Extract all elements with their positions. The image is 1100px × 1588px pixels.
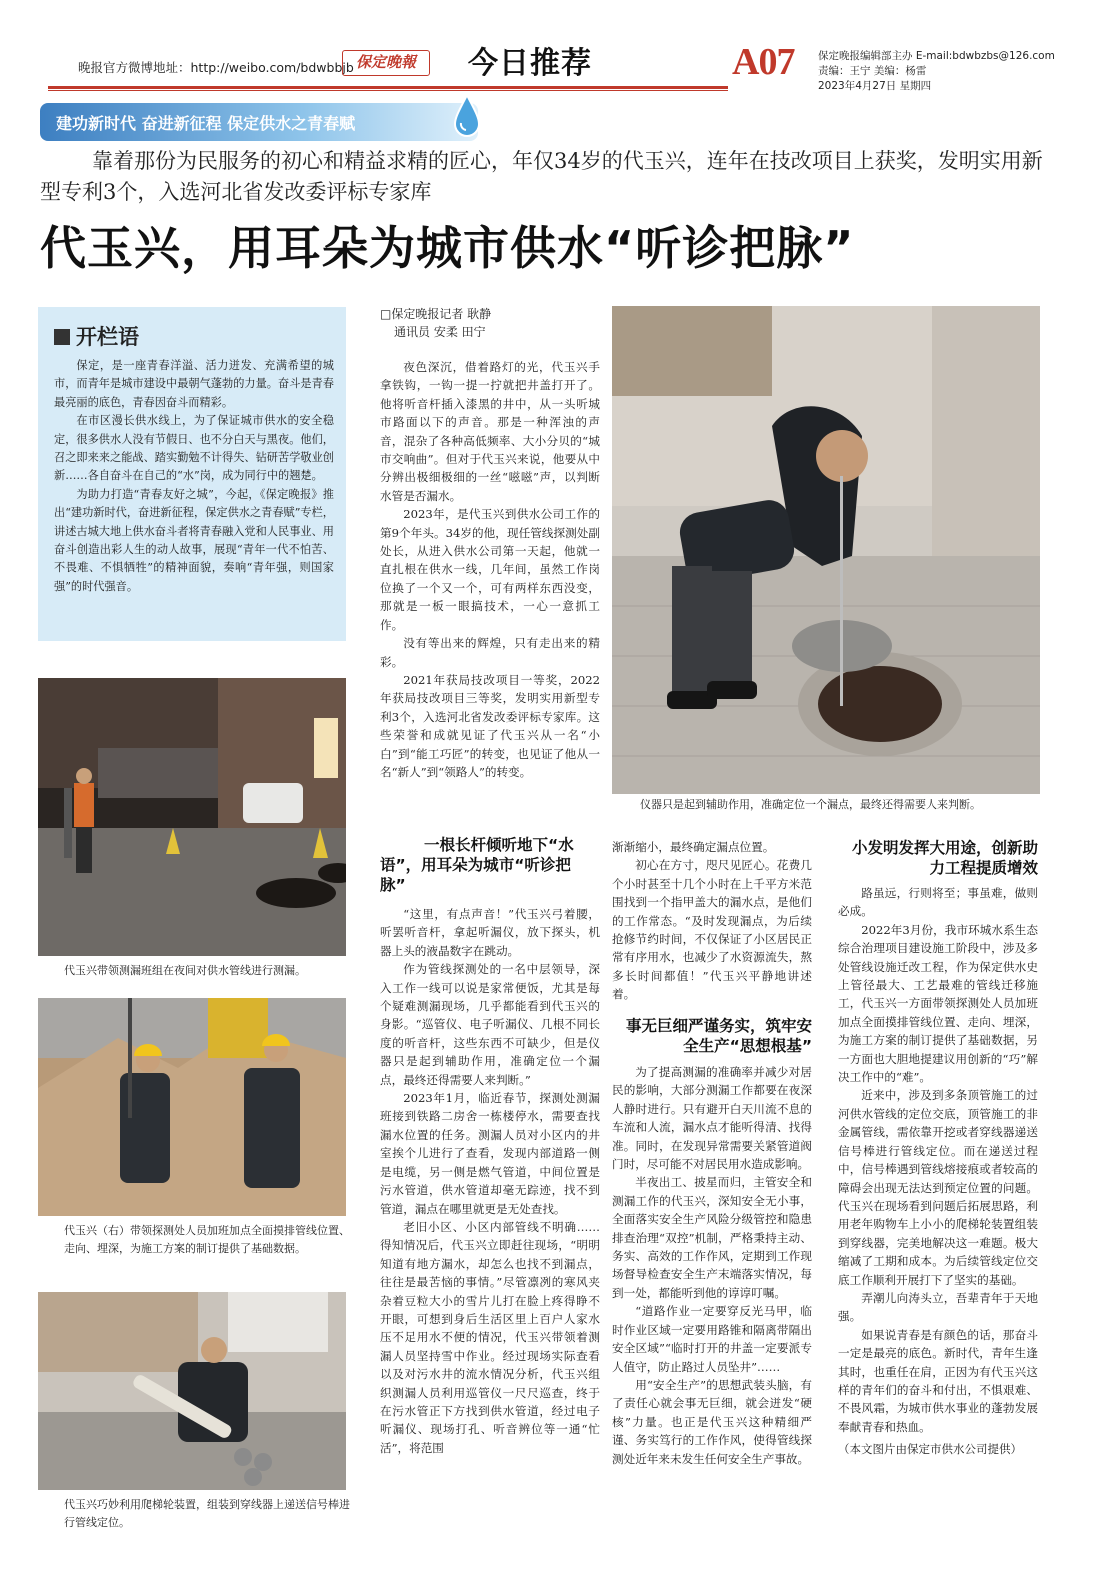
article-paragraph: 路虽远，行则将至；事虽难，做则必成。 (838, 886, 1038, 919)
intro-heading: 开栏语 (54, 321, 334, 351)
article-paragraph: 2022年3月份，我市环城水系生态综合治理项目建设施工阶段中，涉及多处管线设施迁改工程，作为保定供水史上管径最大、工艺最难的管线迁移施工，代玉兴一方面带领探测处人员加班加点全面摸排管线位置、走向、埋深，为施工方案的制订提供了基础数据，另一方面也大胆地提建议用创新的“巧”解决工作中的“难”。 (838, 922, 1038, 1085)
site-photo-caption: 代玉兴（右）带领探测处人员加班加点全面摸排管线位置、走向、埋深，为施工方案的制订提供了基础数据。 (64, 1224, 350, 1255)
column-intro-box (38, 307, 346, 641)
night-survey-photo (38, 678, 346, 956)
article-paragraph: 如果说青春是有颜色的话，那奋斗一定是最亮的底色。新时代，青年生逢其时，也重任在肩，正因为有代玉兴这样的青年们的奋斗和付出，不惧艰难、不畏风霜，为城市供水事业的蓬勃发展奉献青春和热血。 (838, 1327, 1038, 1434)
editorial-info: 保定晚报编辑部主办 E-mail:bdwbzbs@126.com (818, 50, 1055, 62)
main-photo (612, 306, 1040, 794)
section-title: 今日推荐 (468, 46, 592, 81)
header-rule-thin (48, 90, 728, 91)
construction-site-photo (38, 998, 346, 1216)
article-paragraph: 弄潮儿向涛头立，吾辈青年于天地强。 (838, 1290, 1038, 1324)
article-paragraph: 半夜出工、披星而归，主管安全和测漏工作的代玉兴，深知安全无小事，全面落实安全生产风险分级管控和隐患排查治理“双控”机制，严格秉持主动、务实、高效的工作作风，定期到工作现场督导检查安全生产末端落实情况，每到一处，都能听到他的谆谆叮嘱。 (612, 1175, 812, 1300)
ladder-wheel-photo (38, 1292, 346, 1490)
article-paragraph: 近来中，涉及到多条顶管施工的过河供水管线的定位交底，顶管施工的非金属管线，需依靠开挖或者穿线器递送信号棒进行管线定位。而在递送过程中，信号棒遇到管线熔接痕或者较高的障碍会出现无法达到预定位置的问题。代玉兴在现场看到问题后拓展思路，利用老年购物车上小小的爬梯轮装置组装到穿线器，完美地解决这一难题。极大缩减了工期和成本。为后续管线定位交底工作顺利开展打下了坚实的基础。 (838, 1088, 1038, 1287)
section-3-title: 小发明发挥大用途，创新助力工程提质增效 (851, 839, 1038, 877)
section-2-title: 事无巨细严谨务实，筑牢安全生产“思想根基” (625, 1017, 812, 1055)
article-paragraph: 为了提高测漏的准确率并减少对居民的影响，大部分测漏工作都要在夜深人静时进行。只有避开白天川流不息的车流和人流，漏水点才能听得清、找得准。同时，在发现异常需要关紧管道阀门时，尽可能不对居民用水造成影响。 (612, 1065, 812, 1172)
intro-body (54, 357, 334, 596)
article-paragraph-continued: 渐渐缩小，最终确定漏点位置。 (612, 840, 775, 854)
article-column-2 (380, 358, 600, 781)
section-1-body-a (380, 905, 600, 1457)
page-number: A07 (732, 41, 795, 83)
header-rule (48, 86, 728, 89)
editor-credits: 责编：王宁 美编：杨雷 (818, 65, 927, 77)
intro-paragraph: 在市区漫长供水线上，为了保证城市供水的安全稳定，很多供水人没有节假日、也不分白天与黑夜。他们，召之即来来之能战、踏实勤勉不计得失、钻研苦学敬业创新……各自奋斗在自己的“水”岗，成为同行中的翘楚。 (54, 414, 334, 483)
article-paragraph: 2021年获局技改项目一等奖，2022年获局技改项目三等奖，发明实用新型专利3个，入选河北省发改委评标专家库。这些荣誉和成就见证了代玉兴从一名“小白”到“能工巧匠”的转变，也见证了他从一名“新人”到“领路人”的转变。 (380, 672, 600, 779)
wheel-photo-caption: 代玉兴巧妙利用爬梯轮装置，组装到穿线器上递送信号棒进行管线定位。 (64, 1498, 350, 1529)
intro-paragraph: 为助力打造“青春友好之城”，今起，《保定晚报》推出“建功新时代，奋进新征程，保定供水之青春赋”专栏，讲述古城大地上供水奋斗者将青春融入党和人民事业、用奋斗创造出彩人生的动人故事，展现“青年一代不怕苦、不畏难、不惧牺牲”的精神面貌，奏响“青年强，则国家强”的时代强音。 (54, 487, 334, 593)
article-paragraph: “道路作业一定要穿反光马甲，临时作业区域一定要用路锥和隔离带隔出安全区域”“临时打开的井盖一定要派专人值守，防止路过人员坠井”…… (612, 1304, 812, 1374)
section-2-body (612, 1063, 812, 1468)
series-banner: 建功新时代 奋进新征程 保定供水之青春赋 (40, 103, 478, 141)
byline-correspondents: 通讯员 安柔 田宁 (394, 325, 486, 339)
main-headline: 代玉兴，用耳朵为城市供水“听诊把脉” (40, 221, 855, 275)
article-paragraph: 2023年1月，临近春节，探测处测漏班接到铁路二房舍一栋楼停水，需要查找漏水位置的任务。测漏人员对小区内的井室挨个儿进行了查看，发现内部道路一侧是电缆，另一侧是燃气管道，中间位置是污水管道，供水管道却毫无踪迹，找不到管道，漏点在哪里就更是无处查找。 (380, 1091, 600, 1216)
article-paragraph: “这里，有点声音！”代玉兴弓着腰，听罢听音杆，拿起听漏仪，放下探头，机器上头的液晶数字在跳动。 (380, 907, 600, 958)
weibo-address: 晚报官方微博地址：http://weibo.com/bdwbbjb (78, 60, 354, 75)
section-3-body (838, 884, 1038, 1458)
intro-paragraph: 保定，是一座青春洋溢、活力迸发、充满希望的城市，而青年是城市建设中最朝气蓬勃的力量。奋斗是青春最亮丽的底色，青春因奋斗而精彩。 (54, 359, 334, 409)
article-paragraph: 老旧小区、小区内部管线不明确……得知情况后，代玉兴立即赶往现场，“明明知道有地方漏水，却怎么也找不到漏点，往往是最苦恼的事情。”尽管凛冽的寒风夹杂着豆粒大小的雪片儿打在脸上疼得睁不开眼，可想到身后生活区里上百户人家水压不足用水不便的情况，代玉兴带领着测漏人员坚持雪中作业。经过现场实际查看以及对污水井的流水情况分析，代玉兴组织测漏人员利用巡管仪一尺尺巡查，终于在污水管正下方找到供水管道，经过电子听漏仪、现场打孔、听音辨位等一通“忙活”，将范围 (380, 1219, 600, 1455)
issue-date: 2023年4月27日 星期四 (818, 80, 932, 92)
byline-reporter: □保定晚报记者 耿静 (380, 307, 492, 321)
main-photo-caption: 仪器只是起到辅助作用，准确定位一个漏点，最终还得需要人来判断。 (640, 798, 981, 811)
byline (380, 305, 600, 341)
square-bullet-icon (54, 329, 70, 345)
photo-credit: （本文图片由保定市供水公司提供） (838, 1442, 1022, 1457)
night-photo-caption: 代玉兴带领测漏班组在夜间对供水管线进行测漏。 (64, 964, 306, 977)
article-paragraph: 2023年，是代玉兴到供水公司工作的第9个年头。34岁的他，现任管线探测处副处长，从进入供水公司第一天起，他就一直扎根在供水一线，几年间，虽然工作岗位换了一个又一个，可有两样东西没变，那就是一板一眼搞技术，一心一意抓工作。 (380, 507, 600, 632)
article-paragraph: 作为管线探测处的一名中层领导，深入工作一线可以说是家常便饭，尤其是每个疑难测漏现场，几乎都能看到代玉兴的身影。“巡管仪、电子听漏仪、几根不同长度的听音杆，这些东西不可缺少，但是仪器只是起到辅助作用，准确定位一个漏点，最终还得需要人来判断。” (380, 962, 600, 1087)
water-drop-icon (452, 93, 482, 137)
section-1-title: 一根长杆倾听地下“水语”，用耳朵为城市“听诊把脉” (380, 836, 574, 894)
article-paragraph: 用“安全生产”的思想武装头脑，有了责任心就会事无巨细，就会迸发“硬核”力量。也正是代玉兴这种精细严谨、务实笃行的工作作风，使得管线探测处近年来未发生任何安全生产事故。 (612, 1377, 812, 1466)
newspaper-logo: 保定晚報 (342, 50, 430, 76)
article-paragraph: 初心在方寸，咫尺见匠心。花费几个小时甚至十几个小时在上千平方米范围找到一个指甲盖大的漏水点，是他们的工作常态。“及时发现漏点，为后续抢修节约时间，不仅保证了小区居民正常有序用水，也减少了水资源流失，熬多长时间都值！”代玉兴平静地讲述着。 (612, 858, 812, 1002)
article-paragraph: 夜色深沉，借着路灯的光，代玉兴手拿铁钩，一钩一提一拧就把井盖打开了。他将听音杆插入漆黑的井中，从一头听城市路面以下的声音。那是一种浑浊的声音，混杂了各种高低频率、大小分贝的“城市交响曲”。但对于代玉兴来说，他要从中分辨出极细极细的一丝“嗞嗞”声，以判断水管是否漏水。 (380, 360, 600, 503)
article-paragraph: 没有等出来的辉煌，只有走出来的精彩。 (380, 636, 600, 669)
deck-subheadline: 靠着那份为民服务的初心和精益求精的匠心，年仅34岁的代玉兴，连年在技改项目上获奖，发明实用新型专利3个，入选河北省发改委评标专家库 (40, 149, 1043, 204)
section-1-body-b (612, 838, 812, 1004)
